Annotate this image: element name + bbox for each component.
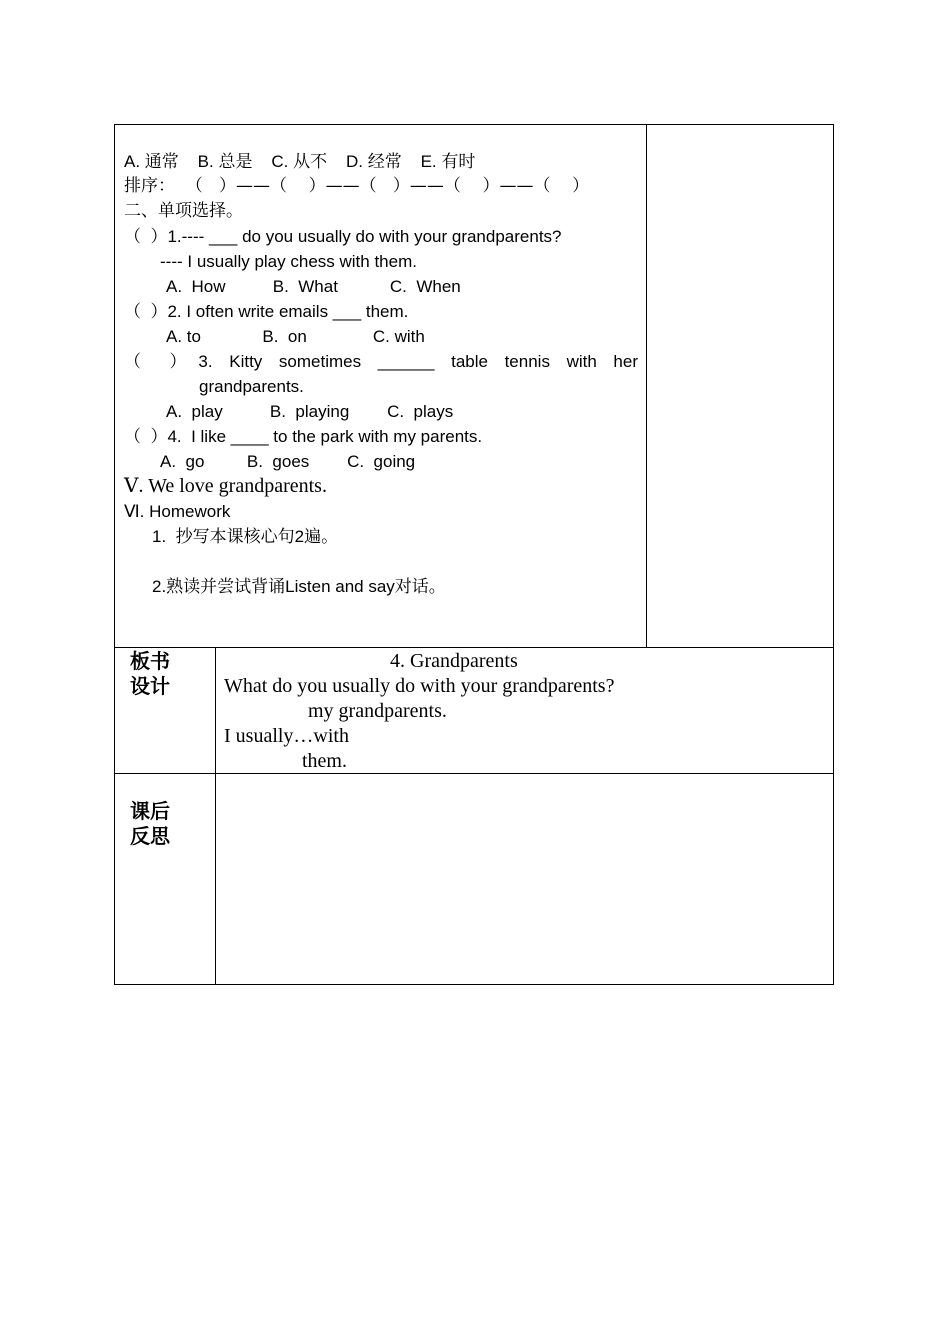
reflection-label-line1: 课后 bbox=[130, 799, 170, 823]
table-left-border bbox=[114, 124, 115, 985]
question-3-stem: （ ）3. Kitty sometimes ______ table tennis with her bbox=[124, 352, 638, 371]
board-design-line-2: my grandparents. bbox=[308, 700, 447, 722]
question-1-stem: （ ）1.---- ___ do you usually do with your grandparents? bbox=[124, 227, 562, 246]
board-design-line-3: I usually…with bbox=[224, 725, 349, 747]
board-design-label-line1: 板书 bbox=[130, 649, 170, 673]
question-4-options: A. go B. goes C. going bbox=[160, 452, 416, 471]
question-3-stem-continued: grandparents. bbox=[199, 377, 304, 396]
question-4-stem: （ ）4. I like ____ to the park with my parents. bbox=[124, 427, 483, 446]
table-bottom-border bbox=[114, 984, 834, 985]
board-design-label-line2: 设计 bbox=[130, 674, 170, 698]
row-divider-reflection bbox=[114, 773, 834, 774]
ordering-line: 排序： （ ）——（ ）——（ ）——（ ）——（ ） bbox=[124, 176, 590, 196]
question-2-stem: （ ）2. I often write emails ___ them. bbox=[124, 302, 409, 321]
question-3-options: A. play B. playing C. plays bbox=[166, 402, 454, 421]
reflection-label-line2: 反思 bbox=[130, 824, 170, 848]
section-six-title: Ⅵ. Homework bbox=[124, 502, 231, 521]
column-divider-top bbox=[646, 124, 647, 648]
section-two-title: 二、单项选择。 bbox=[124, 201, 243, 221]
board-design-line-4: them. bbox=[302, 750, 347, 772]
row-divider-board bbox=[114, 647, 834, 648]
board-design-title: 4. Grandparents bbox=[390, 650, 518, 672]
question-1-answer: ---- I usually play chess with them. bbox=[160, 252, 417, 271]
section-five: Ⅴ. We love grandparents. bbox=[124, 475, 327, 497]
column-divider-label bbox=[215, 647, 216, 985]
frequency-word-options: A. 通常 B. 总是 C. 从不 D. 经常 E. 有时 bbox=[124, 152, 476, 171]
homework-item-2: 2.熟读并尝试背诵Listen and say对话。 bbox=[152, 577, 446, 596]
homework-item-1: 1. 抄写本课核心句2遍。 bbox=[152, 527, 339, 546]
board-design-line-1: What do you usually do with your grandparents? bbox=[224, 675, 615, 697]
table-right-border bbox=[833, 124, 834, 985]
table-top-border bbox=[114, 124, 834, 125]
question-1-options: A. How B. What C. When bbox=[166, 277, 461, 296]
question-2-options: A. to B. on C. with bbox=[166, 327, 425, 346]
